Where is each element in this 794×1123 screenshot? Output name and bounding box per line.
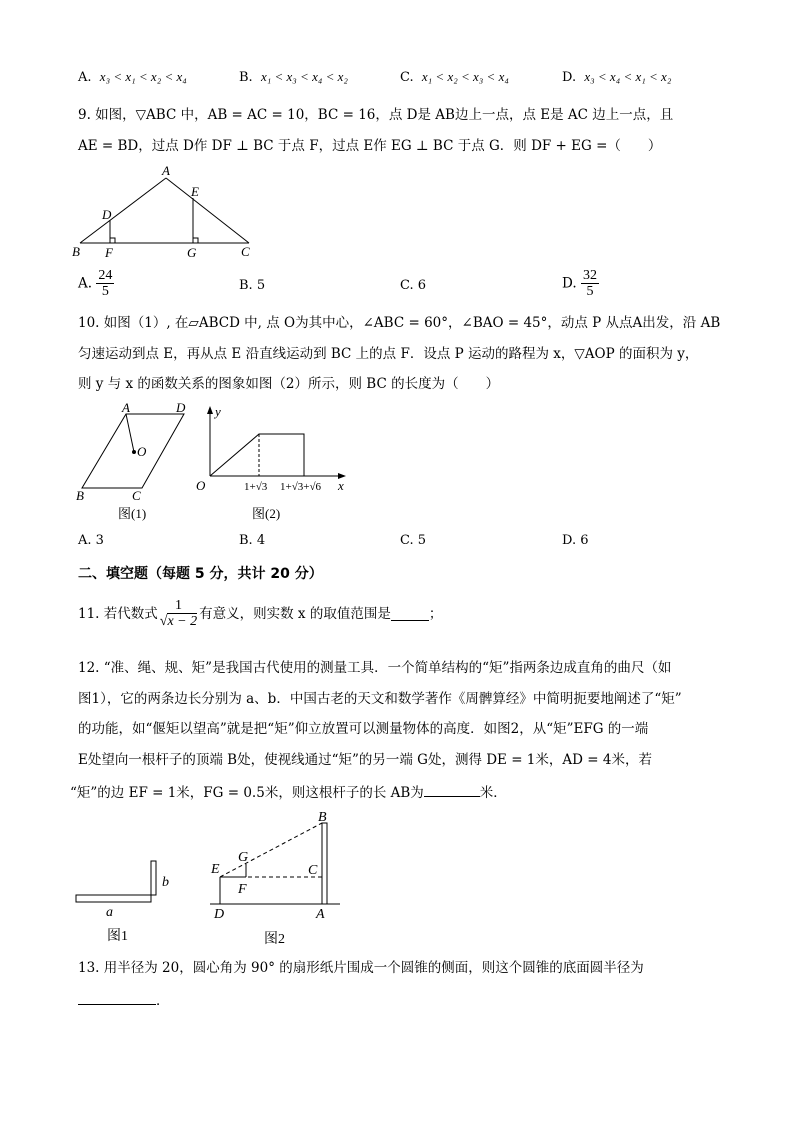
q10-fig1-a: A: [122, 400, 130, 415]
q9-figure: [72, 162, 262, 262]
q11-fraction: $\frac{1}{√x - 2}$: [159, 598, 198, 629]
q9-label-f: F: [105, 245, 113, 260]
q8-option-c: C. x₁ < x₂ < x₃ < x₄: [400, 69, 509, 85]
q8-option-b: B. x₁ < x₃ < x₄ < x₂: [239, 69, 348, 85]
q12-fig2-c: C: [308, 863, 318, 878]
q10-line3: 则 y 与 x 的函数关系的图象如图（2）所示，则 BC 的长度为（ ）: [78, 376, 500, 392]
q9-label-a: A: [162, 163, 170, 178]
q12-fig2-b: B: [318, 810, 327, 825]
q10-fig2-tick1: 1+√3: [244, 481, 268, 493]
q10-option-c: C. 5: [400, 533, 427, 548]
q9-label-g: G: [187, 245, 197, 260]
q10-fig2-caption: 图(2): [252, 506, 281, 521]
q9-option-b: B. 5: [239, 278, 266, 293]
section-title: 二、填空题（每题 5 分，共计 20 分）: [78, 566, 323, 582]
q10-fig1-o: O: [137, 444, 147, 459]
q12-line5: “矩”的边 EF = 1米，FG = 0.5米，则这根杆子的长 AB为 米．: [70, 782, 507, 802]
q10-fig2-x: x: [338, 478, 344, 493]
q11: 11. 若代数式 $\frac{1}{√x - 2}$ 有意义，则实数 x 的取值范围是 ；: [78, 598, 443, 629]
q11-suffix: 有意义，则实数 x 的取值范围是: [199, 605, 391, 622]
q8-option-a: A. x₃ < x₁ < x₂ < x₄: [78, 69, 187, 85]
q10-option-d: D. 6: [562, 533, 589, 548]
q10-fig1-b: B: [76, 488, 84, 503]
q9-line2: AE = BD，过点 D作 DF ⊥ BC 于点 F，过点 E作 EG ⊥ BC 于点 G．则 DF + EG =（ ）: [78, 138, 662, 154]
q10-fig2-y: y: [215, 404, 221, 419]
q9-option-d: D. $\frac{32}{5}$: [562, 268, 597, 299]
q12-fig1-caption: 图1: [107, 929, 128, 944]
q8-options: [0, 68, 794, 88]
q10-figures: [72, 398, 362, 528]
q10-fig1-caption: 图(1): [118, 506, 147, 521]
q10-option-b: B. 4: [239, 533, 266, 548]
q9-label-e: E: [191, 184, 199, 199]
q10-fig1-c: C: [132, 488, 141, 503]
q12-fig2-g: G: [238, 850, 249, 865]
q9-option-a: A. $\frac{24}{5}$: [78, 268, 113, 299]
q9-label-c: C: [241, 244, 250, 259]
q12-line1: 12. “准、绳、规、矩”是我国古代使用的测量工具．一个简单结构的“矩”指两条边成直角的曲尺（如: [78, 660, 672, 676]
q12-line4: E处望向一根杆子的顶端 B处，使视线通过“矩”的另一端 G处，测得 DE = 1米，AD = 4米，若: [78, 752, 652, 768]
q10-option-a: A. 3: [78, 533, 104, 548]
q9-label-b: B: [72, 244, 80, 259]
q9-option-c: C. 6: [400, 278, 427, 293]
q12-line2: 图1），它的两条边长分别为 a、b．中国古老的天文和数学著作《周髀算经》中简明扼要地阐述了“矩”: [78, 691, 682, 707]
q13-line1: 13. 用半径为 20，圆心角为 90° 的扇形纸片围成一个圆锥的侧面，则这个圆锥的底面圆半径为: [78, 960, 644, 976]
q12-fig2-f: F: [238, 882, 247, 897]
q8-option-d: D. x₃ < x₄ < x₁ < x₂: [562, 69, 672, 85]
q11-answer-blank[interactable]: [391, 606, 429, 621]
q12-fig2-e: E: [211, 862, 220, 877]
q12-fig2-a: A: [316, 907, 325, 922]
q12-fig1-a: a: [106, 905, 113, 920]
q12-line3: 的功能，如“偃矩以望高”就是把“矩”仰立放置可以测量物体的高度．如图2，从“矩”EFG 的一端: [78, 721, 649, 737]
q10-fig2-o: O: [196, 478, 206, 493]
q12-fig1-b: b: [162, 875, 169, 890]
q9-label-d: D: [102, 207, 112, 222]
q9-line1: 9. 如图，▽ABC 中，AB = AC = 10，BC = 16，点 D是 AB边上一点，点 E是 AC 边上一点，且: [78, 107, 674, 123]
q10-fig2-tick2: 1+√3+√6: [280, 481, 321, 493]
q13-line2: ．: [78, 990, 170, 1010]
q10-fig1-d: D: [176, 400, 186, 415]
q10-line2: 匀速运动到点 E，再从点 E 沿直线运动到 BC 上的点 F．设点 P 运动的路程为 x，▽AOP 的面积为 y，: [78, 346, 699, 362]
q10-line1: 10. 如图（1）, 在▱ABCD 中, 点 O为其中心，∠ABC = 60°，∠BAO = 45°，动点 P 从点A出发，沿 AB: [78, 315, 721, 331]
q12-fig2-d: D: [214, 907, 225, 922]
q11-prefix: 11. 若代数式: [78, 605, 158, 622]
q12-fig2-caption: 图2: [264, 932, 285, 947]
q12-answer-blank[interactable]: [424, 782, 480, 797]
q13-answer-blank[interactable]: [78, 990, 156, 1005]
q12-figures: [70, 808, 360, 953]
